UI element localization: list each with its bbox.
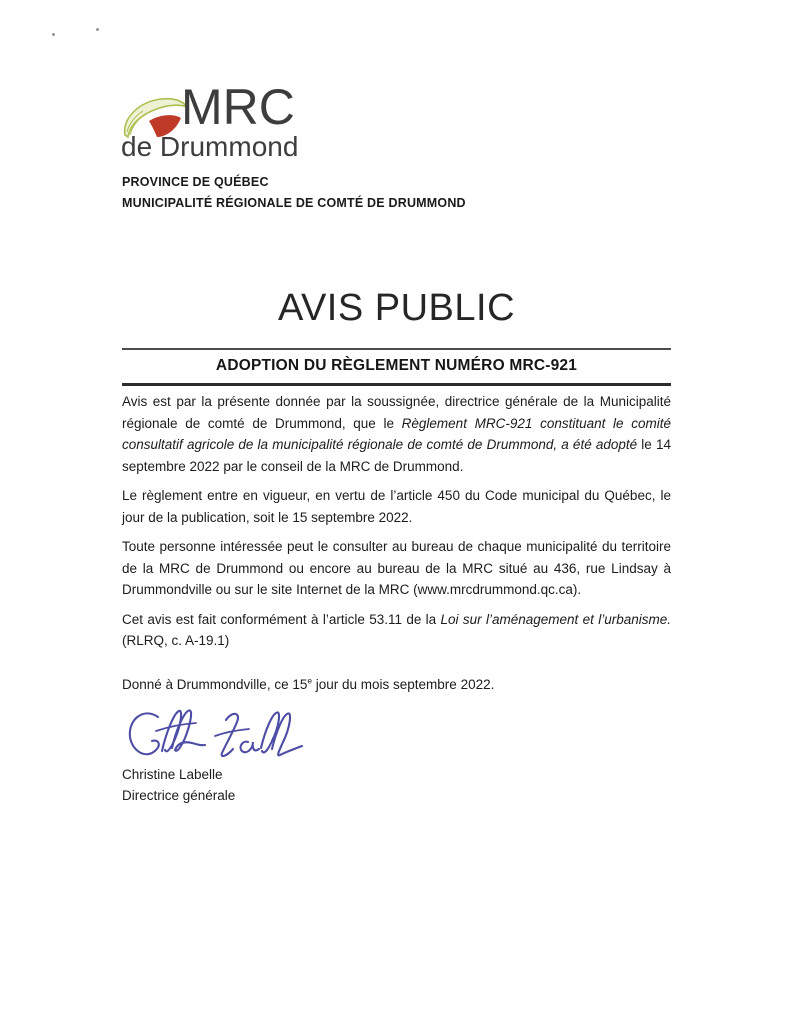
logo-acronym: MRC bbox=[181, 79, 295, 135]
province-line: PROVINCE DE QUÉBEC bbox=[122, 175, 269, 189]
municipality-line: MUNICIPALITÉ RÉGIONALE DE COMTÉ DE DRUMMOND bbox=[122, 196, 466, 210]
signatory-name: Christine Labelle bbox=[122, 767, 223, 782]
body-paragraphs bbox=[122, 391, 671, 652]
dateline: Donné à Drummondville, ce 15e jour du mois septembre 2022. bbox=[122, 675, 495, 692]
scan-speckle bbox=[52, 33, 55, 36]
notice-body bbox=[122, 391, 671, 806]
notice-subtitle-box bbox=[122, 348, 671, 386]
handwritten-signature bbox=[122, 703, 312, 763]
paragraph: Toute personne intéressée peut le consulter au bureau de chaque municipalité du territoire de la MRC de Drummond ou encore au bureau de la MRC situé au 436, rue Lindsay à Drummondville ou sur le site Internet de la MRC (www.mrcdrummond.qc.ca). bbox=[122, 539, 671, 597]
document-header bbox=[122, 172, 466, 214]
signatory-title: Directrice générale bbox=[122, 788, 236, 803]
logo-name: de Drummond bbox=[121, 131, 299, 162]
paragraph: Le règlement entre en vigueur, en vertu de l’article 450 du Code municipal du Québec, le jour de la publication, soit le 15 septembre 2022. bbox=[122, 488, 671, 525]
notice-title: AVIS PUBLIC bbox=[277, 287, 516, 329]
paragraph: Cet avis est fait conformément à l’article 53.11 de la Loi sur l’aménagement et l’urbanisme. (RLRQ, c. A-19.1) bbox=[122, 611, 671, 648]
mrc-drummond-logo bbox=[121, 79, 321, 170]
scan-speckle bbox=[96, 28, 99, 31]
paragraph: Avis est par la présente donnée par la soussignée, directrice générale de la Municipalité régionale de comté de Drummond, que le Règlement MRC-921 constituant le comité consultatif agricole de la municipalité régionale de comté de Drummond, a été adopté le 14 septembre 2022 par le conseil de la MRC de Drummond. bbox=[122, 394, 671, 474]
notice-subtitle: ADOPTION DU RÈGLEMENT NUMÉRO MRC-921 bbox=[215, 357, 578, 374]
